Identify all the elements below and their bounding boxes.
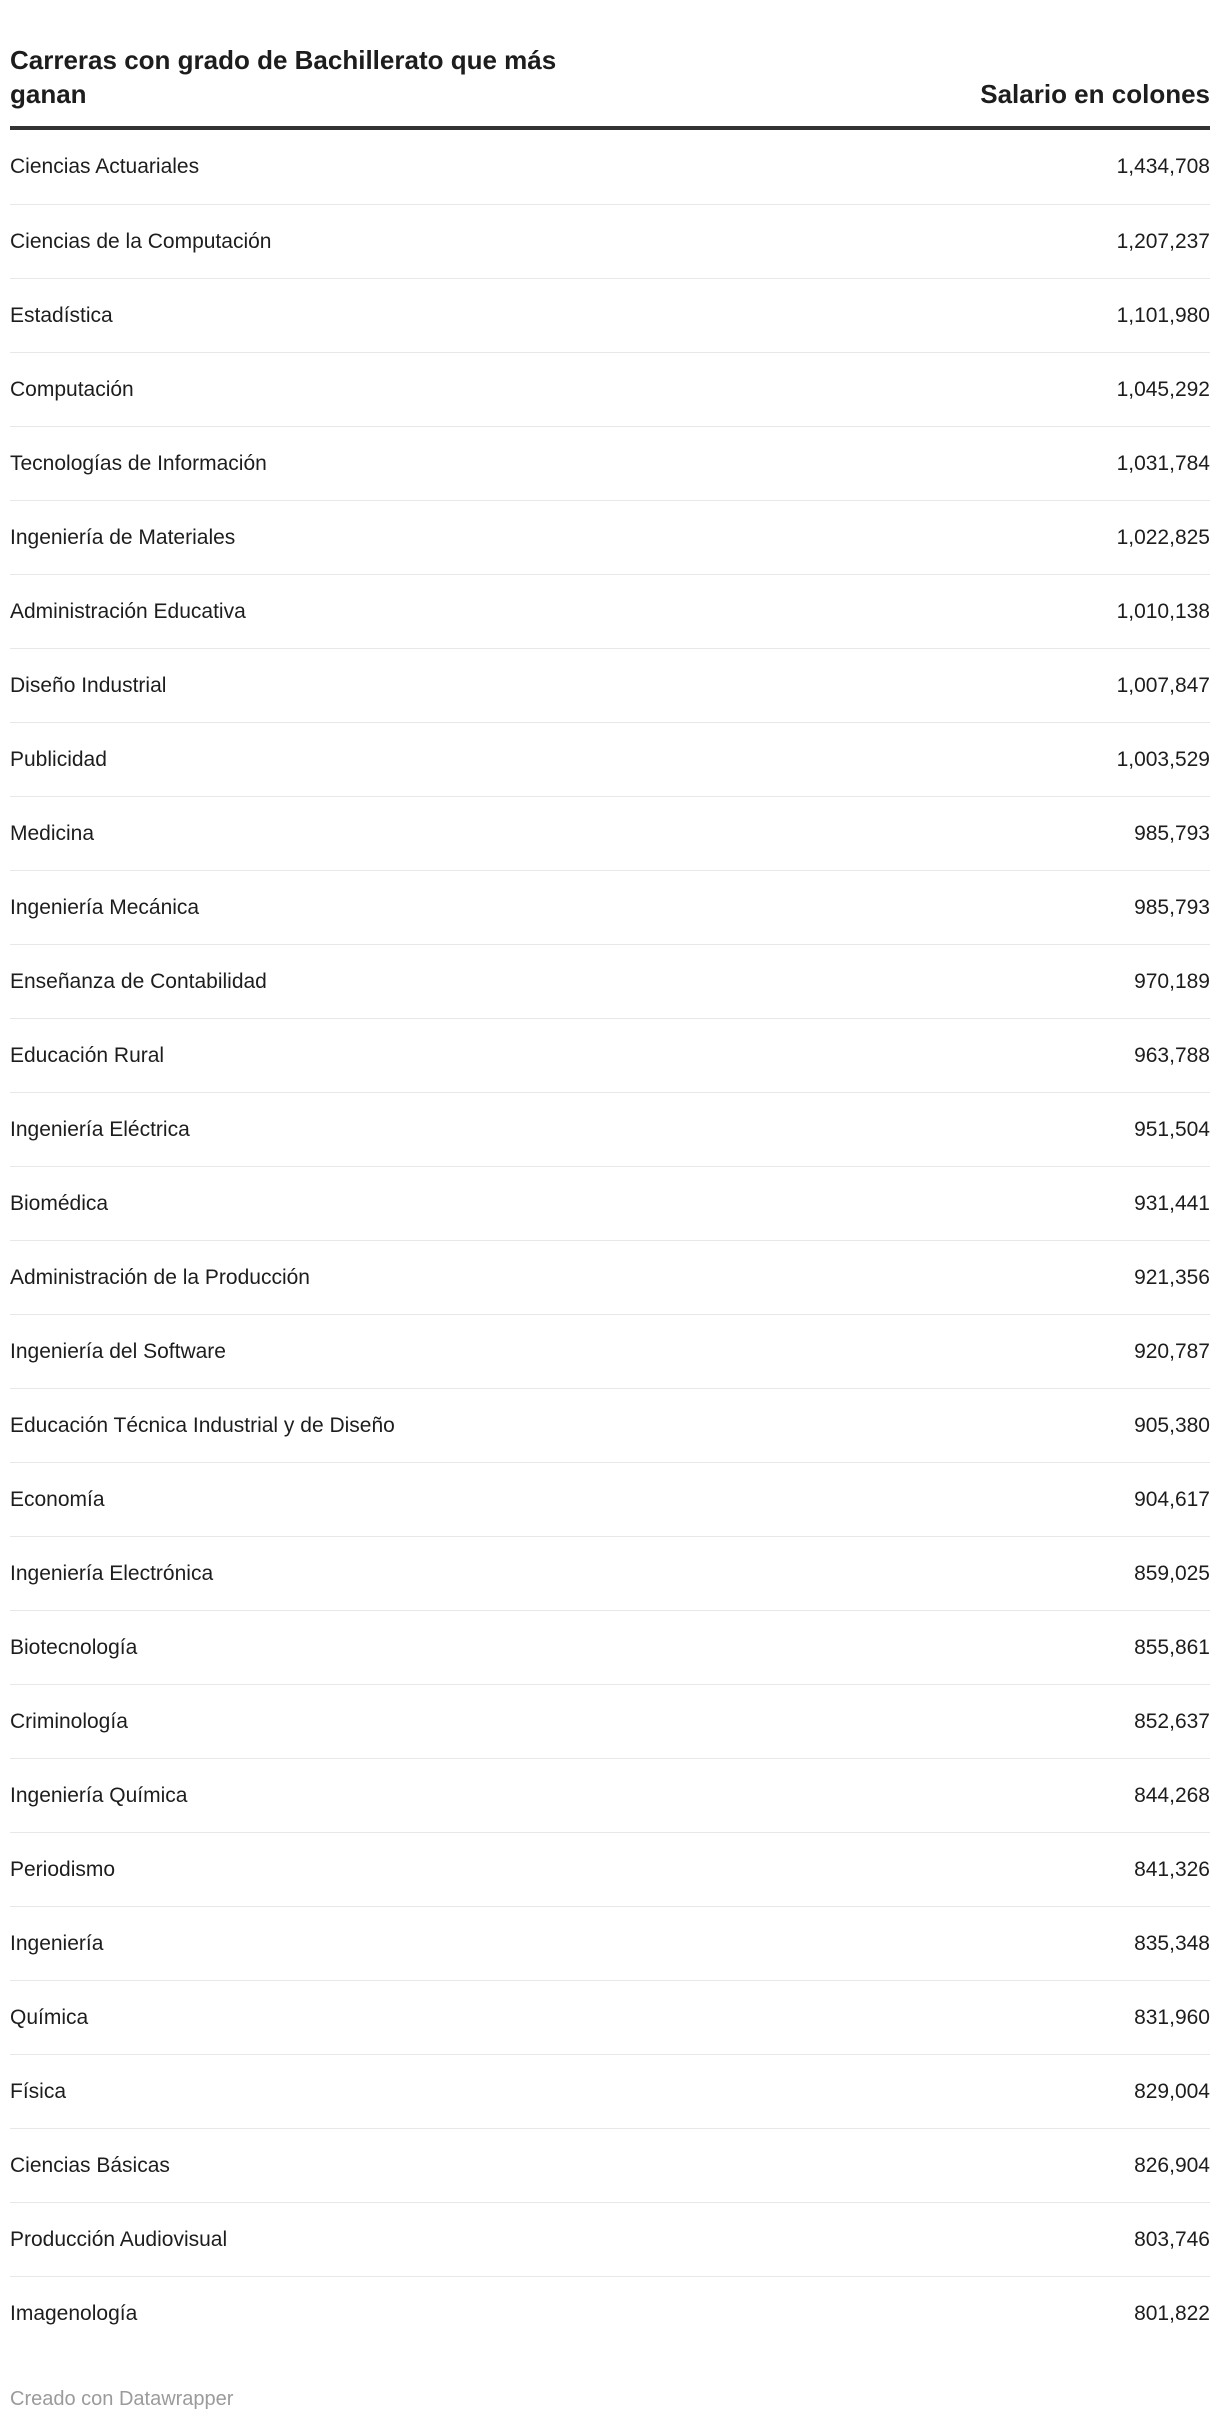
salary-value: 970,189 <box>1134 969 1210 993</box>
table-row <box>10 1092 1210 1166</box>
table-row <box>10 1388 1210 1462</box>
salary-value: 803,746 <box>1134 2227 1210 2251</box>
table-row <box>10 352 1210 426</box>
table-row <box>10 648 1210 722</box>
career-label: Educación Técnica Industrial y de Diseño <box>10 1413 395 1437</box>
career-label: Ciencias Básicas <box>10 2153 170 2177</box>
table-row <box>10 1018 1210 1092</box>
career-label: Publicidad <box>10 747 107 771</box>
salary-value: 1,101,980 <box>1116 303 1210 327</box>
career-label: Diseño Industrial <box>10 673 167 697</box>
table-row <box>10 2054 1210 2128</box>
salary-value: 1,010,138 <box>1116 599 1210 623</box>
salary-value: 1,022,825 <box>1116 525 1210 549</box>
salary-value: 921,356 <box>1134 1265 1210 1289</box>
table-row <box>10 1166 1210 1240</box>
salary-value: 931,441 <box>1134 1191 1210 1215</box>
career-label: Biotecnología <box>10 1635 138 1659</box>
career-label: Enseñanza de Contabilidad <box>10 969 267 993</box>
column-header-careers: Carreras con grado de Bachillerato que más ganan <box>10 45 557 109</box>
table-body <box>10 130 1210 2350</box>
table-header-row <box>10 0 1210 130</box>
career-label: Computación <box>10 377 134 401</box>
salary-value: 920,787 <box>1134 1339 1210 1363</box>
salary-value: 951,504 <box>1134 1117 1210 1141</box>
career-label: Ingeniería del Software <box>10 1339 226 1363</box>
table-row <box>10 796 1210 870</box>
salary-value: 829,004 <box>1134 2079 1210 2103</box>
career-label: Periodismo <box>10 1857 116 1881</box>
salary-value: 1,207,237 <box>1116 229 1210 253</box>
table-row <box>10 278 1210 352</box>
salary-value: 1,031,784 <box>1116 451 1210 475</box>
salary-value: 1,003,529 <box>1116 747 1210 771</box>
career-label: Administración Educativa <box>10 599 246 623</box>
table-row <box>10 1684 1210 1758</box>
career-label: Biomédica <box>10 1191 109 1215</box>
table-row <box>10 1536 1210 1610</box>
career-label: Administración de la Producción <box>10 1265 310 1289</box>
salary-value: 831,960 <box>1134 2005 1210 2029</box>
career-label: Economía <box>10 1487 105 1511</box>
table-row <box>10 426 1210 500</box>
table-row <box>10 1240 1210 1314</box>
salary-value: 852,637 <box>1134 1709 1210 1733</box>
career-label: Ingeniería de Materiales <box>10 525 236 549</box>
table-row <box>10 870 1210 944</box>
career-label: Química <box>10 2005 89 2029</box>
career-label: Imagenología <box>10 2301 138 2325</box>
table-row <box>10 1610 1210 1684</box>
table-row <box>10 1906 1210 1980</box>
table-row <box>10 1462 1210 1536</box>
table-row <box>10 130 1210 204</box>
column-header-salary: Salario en colones <box>980 79 1210 109</box>
salary-value: 835,348 <box>1134 1931 1210 1955</box>
salary-value: 826,904 <box>1134 2153 1210 2177</box>
career-label: Ciencias Actuariales <box>10 155 200 178</box>
datawrapper-credit-link[interactable]: Creado con Datawrapper <box>10 2388 234 2410</box>
salary-value: 841,326 <box>1134 1857 1210 1881</box>
career-label: Ingeniería Electrónica <box>10 1561 214 1585</box>
career-label: Producción Audiovisual <box>10 2227 228 2251</box>
table-row <box>10 1758 1210 1832</box>
table-row <box>10 204 1210 278</box>
table-row <box>10 2276 1210 2350</box>
career-label: Ingeniería <box>10 1931 104 1955</box>
credit-line <box>10 2387 1210 2411</box>
career-label: Tecnologías de Información <box>10 451 267 475</box>
career-label: Medicina <box>10 821 95 845</box>
salary-value: 904,617 <box>1134 1487 1210 1511</box>
salary-value: 985,793 <box>1134 821 1210 845</box>
career-label: Ingeniería Química <box>10 1783 188 1807</box>
salary-value: 844,268 <box>1134 1783 1210 1807</box>
salary-value: 1,434,708 <box>1116 155 1210 178</box>
table-row <box>10 722 1210 796</box>
career-label: Educación Rural <box>10 1043 165 1067</box>
table-row <box>10 944 1210 1018</box>
table-row <box>10 1832 1210 1906</box>
salary-value: 859,025 <box>1134 1561 1210 1585</box>
career-label: Estadística <box>10 303 113 327</box>
table-row <box>10 500 1210 574</box>
career-label: Ingeniería Mecánica <box>10 895 200 919</box>
salary-value: 985,793 <box>1134 895 1210 919</box>
table-row <box>10 574 1210 648</box>
table-row <box>10 1314 1210 1388</box>
table-row <box>10 1980 1210 2054</box>
salary-value: 801,822 <box>1134 2301 1210 2325</box>
career-label: Física <box>10 2079 67 2103</box>
career-label: Criminología <box>10 1709 128 1733</box>
career-label: Ciencias de la Computación <box>10 229 272 253</box>
table-row <box>10 2128 1210 2202</box>
salary-value: 905,380 <box>1134 1413 1210 1437</box>
career-label: Ingeniería Eléctrica <box>10 1117 190 1141</box>
salary-value: 1,007,847 <box>1116 673 1210 697</box>
salary-value: 1,045,292 <box>1116 377 1210 401</box>
salary-value: 963,788 <box>1134 1043 1210 1067</box>
table-row <box>10 2202 1210 2276</box>
salary-value: 855,861 <box>1134 1635 1210 1659</box>
